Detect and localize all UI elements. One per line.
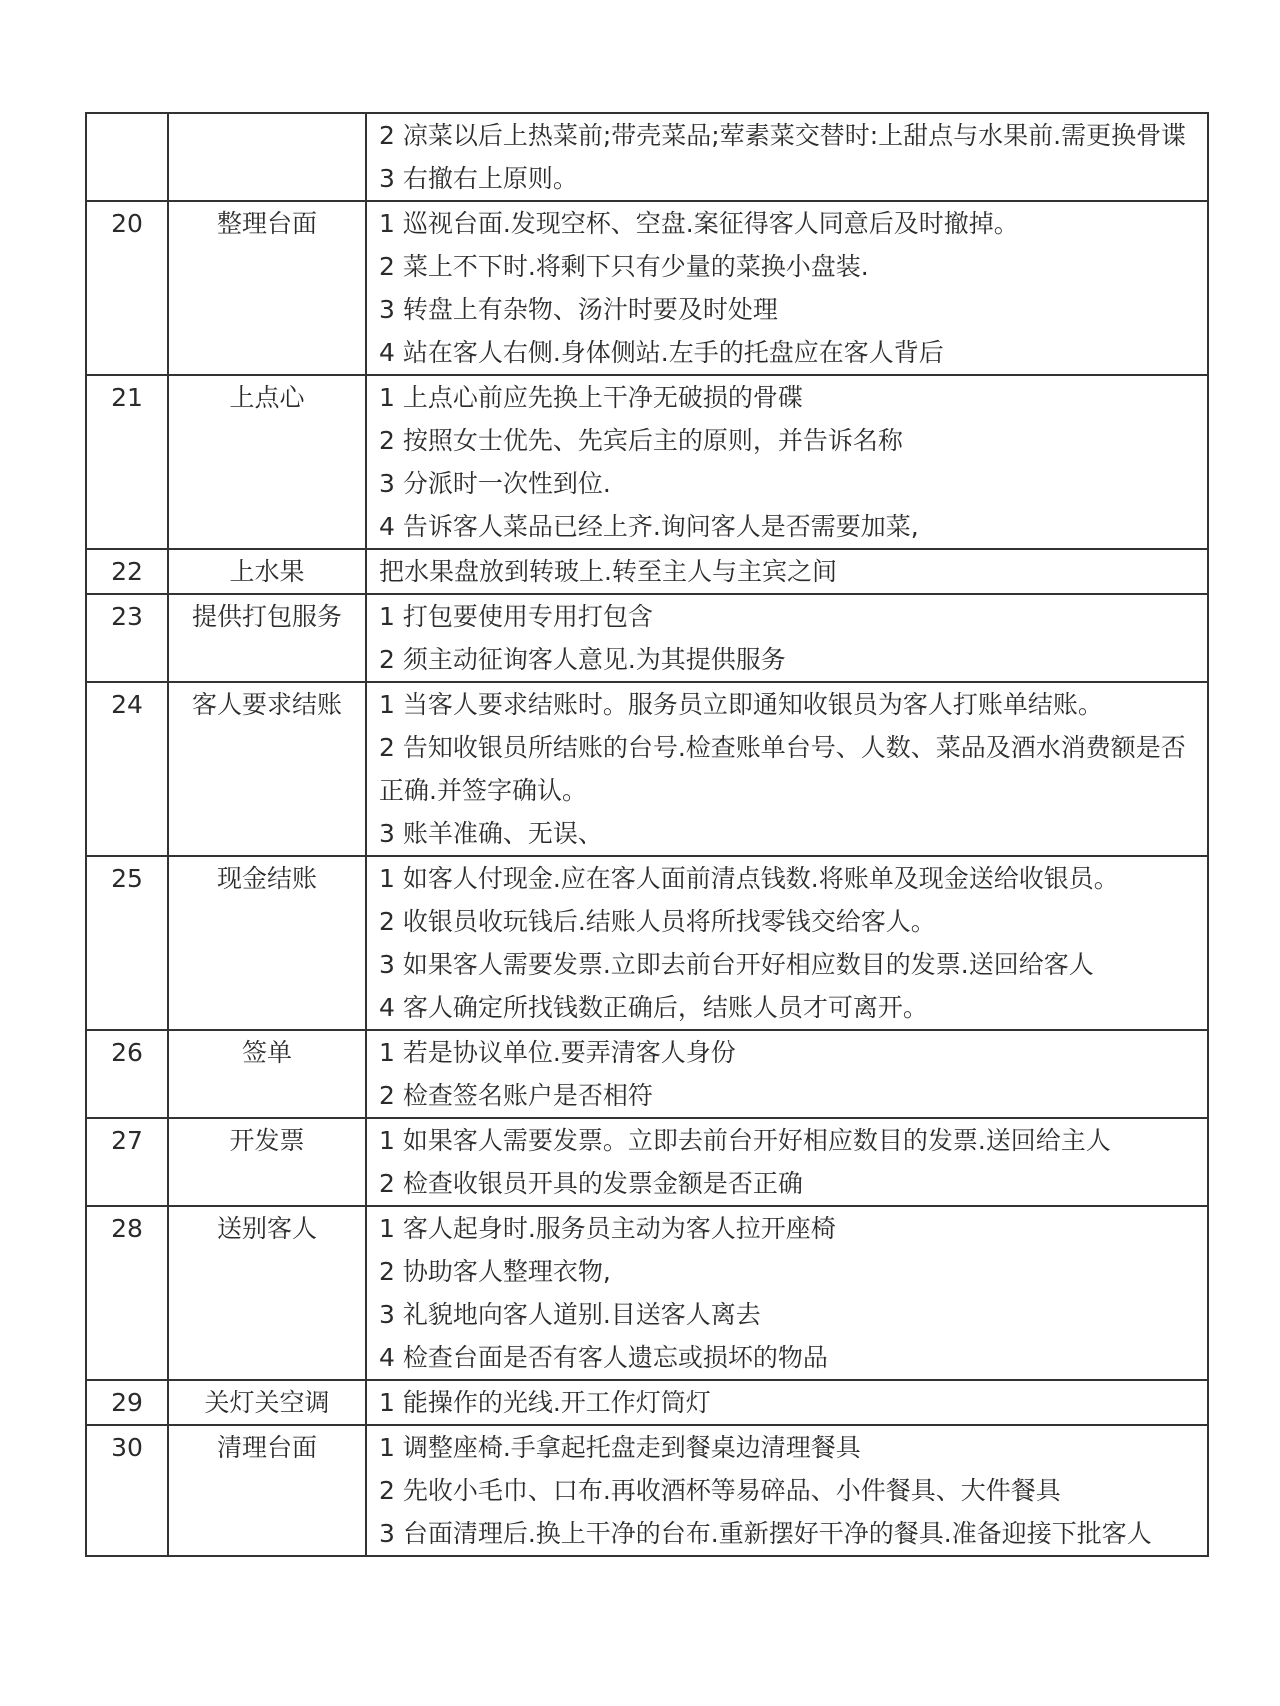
requirement-line: 1 上点心前应先换上干净无破损的骨碟 [379,383,803,412]
requirement-line: 1 客人起身时.服务员主动为客人拉开座椅 [379,1214,836,1243]
step-number: 30 [86,1425,168,1556]
requirement-line: 2 凉菜以后上热菜前;带壳菜品;荤素菜交替时:上甜点与水果前.需更换骨谍 [379,121,1187,150]
step-name: 签单 [168,1030,366,1118]
step-requirements [366,375,1208,549]
requirement-line: 3 礼貌地向客人道别.目送客人离去 [379,1300,761,1329]
table-row [86,856,1208,1030]
requirement-line: 1 当客人要求结账时。服务员立即通知收银员为客人打账单结账。 [379,690,1103,719]
step-number: 22 [86,549,168,594]
requirement-line: 3 台面清理后.换上干净的台布.重新摆好干净的餐具.准备迎接下批客人 [379,1519,1152,1548]
step-requirements [366,1118,1208,1206]
step-name: 送别客人 [168,1206,366,1380]
step-number: 26 [86,1030,168,1118]
table-row [86,375,1208,549]
step-name: 开发票 [168,1118,366,1206]
requirement-line: 2 协助客人整理衣物, [379,1257,611,1286]
requirement-line: 2 告知收银员所结账的台号.检查账单台号、人数、菜品及酒水消费额是否正确.并签字确认。 [379,733,1186,805]
table-row [86,1380,1208,1425]
step-number: 25 [86,856,168,1030]
service-procedure-table [85,112,1209,1557]
requirement-line: 3 如果客人需要发票.立即去前台开好相应数目的发票.送回给客人 [379,950,1094,979]
requirement-line: 1 能操作的光线.开工作灯筒灯 [379,1388,711,1417]
table-row [86,549,1208,594]
requirement-line: 2 菜上不下时.将剩下只有少量的菜换小盘装. [379,252,869,281]
step-requirements [366,201,1208,375]
step-requirements [366,113,1208,201]
step-name: 关灯关空调 [168,1380,366,1425]
table-row [86,594,1208,682]
step-number: 27 [86,1118,168,1206]
requirement-line: 2 须主动征询客人意见.为其提供服务 [379,645,786,674]
requirement-line: 2 检查收银员开具的发票金额是否正确 [379,1169,803,1198]
requirement-line: 4 检查台面是否有客人遗忘或损坏的物品 [379,1343,828,1372]
step-name: 上点心 [168,375,366,549]
step-requirements [366,1030,1208,1118]
step-name: 提供打包服务 [168,594,366,682]
requirement-line: 1 巡视台面.发现空杯、空盘.案征得客人同意后及时撤掉。 [379,209,1019,238]
requirement-line: 3 右撤右上原则。 [379,164,578,193]
requirement-line: 1 打包要使用专用打包含 [379,602,653,631]
requirement-line: 4 告诉客人菜品已经上齐.询问客人是否需要加菜, [379,512,919,541]
requirement-line: 4 站在客人右侧.身体侧站.左手的托盘应在客人背后 [379,338,944,367]
table-row [86,1206,1208,1380]
table-row [86,1030,1208,1118]
requirement-line: 1 如客人付现金.应在客人面前清点钱数.将账单及现金送给收银员。 [379,864,1119,893]
table-row [86,201,1208,375]
step-number: 24 [86,682,168,856]
step-requirements [366,1206,1208,1380]
requirement-line: 1 调整座椅.手拿起托盘走到餐桌边清理餐具 [379,1433,861,1462]
step-name [168,113,366,201]
requirement-line: 4 客人确定所找钱数正确后，结账人员才可离开。 [379,993,928,1022]
requirement-line: 2 收银员收玩钱后.结账人员将所找零钱交给客人。 [379,907,936,936]
step-requirements [366,1425,1208,1556]
step-number: 29 [86,1380,168,1425]
step-number: 23 [86,594,168,682]
step-requirements [366,856,1208,1030]
requirement-line: 3 账羊准确、无误、 [379,819,603,848]
requirement-line: 2 先收小毛巾、口布.再收酒杯等易碎品、小件餐具、大件餐具 [379,1476,1061,1505]
table-row [86,682,1208,856]
step-requirements [366,682,1208,856]
step-number: 20 [86,201,168,375]
table-body [86,113,1208,1556]
requirement-line: 2 检查签名账户是否相符 [379,1081,653,1110]
requirement-line: 2 按照女士优先、先宾后主的原则，并告诉名称 [379,426,903,455]
requirement-line: 3 转盘上有杂物、汤汁时要及时处理 [379,295,778,324]
step-number: 28 [86,1206,168,1380]
step-requirements [366,549,1208,594]
requirement-line: 1 如果客人需要发票。立即去前台开好相应数目的发票.送回给主人 [379,1126,1111,1155]
step-requirements [366,1380,1208,1425]
step-name: 整理台面 [168,201,366,375]
step-name: 客人要求结账 [168,682,366,856]
procedure-table-container [85,112,1209,1557]
requirement-line: 3 分派时一次性到位. [379,469,611,498]
table-row [86,1425,1208,1556]
step-number [86,113,168,201]
table-row [86,113,1208,201]
step-number: 21 [86,375,168,549]
requirement-line: 把水果盘放到转玻上.转至主人与主宾之间 [379,557,837,586]
step-name: 上水果 [168,549,366,594]
requirement-line: 1 若是协议单位.要弄清客人身份 [379,1038,736,1067]
step-name: 清理台面 [168,1425,366,1556]
step-name: 现金结账 [168,856,366,1030]
step-requirements [366,594,1208,682]
table-row [86,1118,1208,1206]
